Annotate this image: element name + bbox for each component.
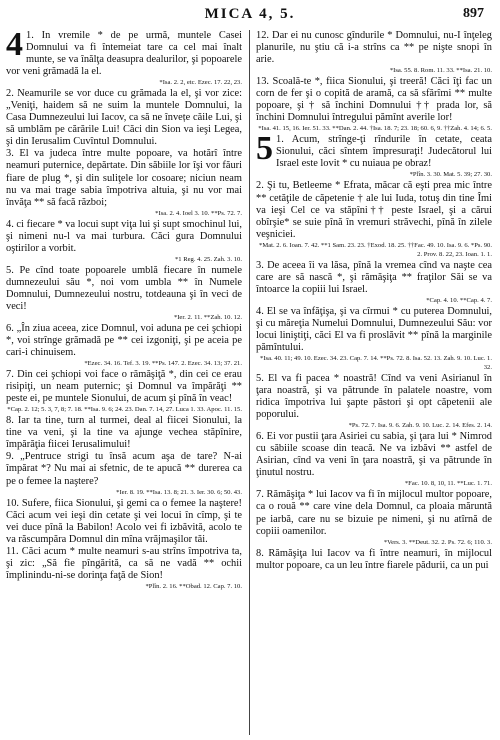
cross-reference: *Fac. 10. 8, 10, 11. **Luc. 1. 71. — [404, 480, 492, 488]
page-number: 897 — [463, 6, 484, 21]
verse-text: 6. Ei vor pustii ţara Asiriei cu sabia, şi ţara lui * Nimrod cu săbiile scoase din teacă. Ne va izbăvi ** astfel de Asirian, cînd va veni în ţara noastră, şi va pătrunde în ţinutul nostru. — [256, 431, 492, 479]
verse-text: 3. El va judeca între multe popoare, va hotărî între neamuri puternice, depărtate. Din săbiile lor îşi vor făuri fiare de plug *, şi din suliţele lor cosoare; niciun neam nu va mai trage sabia împotriva altuia, şi nu vor mai învăţa ** să facă război; — [6, 148, 242, 208]
verse — [256, 306, 492, 354]
cross-reference: *Ps. 72. 7. Isa. 9. 6. Zah. 9. 10. Luc. 2. 14. Efes. 2. 14. — [348, 422, 492, 430]
verse — [6, 148, 242, 208]
verse-text: 4. ci fiecare * va locui supt viţa lui şi supt smochinul lui, şi nimeni nu-l va mai turbura. Căci gura Domnului oştirilor a vorbit. — [6, 218, 242, 254]
verse-text: 6. „În ziua aceea, zice Domnul, voi aduna pe cei şchiopi *, voi strînge grămadă pe ** cei izgoniţi, şi pe aceia pe cari-i chinuisem. — [6, 322, 242, 359]
chapter-number: 4 — [6, 26, 23, 63]
verse — [6, 323, 242, 359]
cross-reference: *Cap. 2. 12; 5. 3, 7, 8; 7. 18. **Isa. 9. 6; 24. 23. Dan. 7. 14, 27. Luca 1. 33. Apoc. 11. 15. — [7, 406, 242, 414]
cross-reference: *Mat. 2. 6. Ioan. 7. 42. **1 Sam. 23. 23. †Exod. 18. 25. ††Fac. 49. 10. Isa. 9. 6. *Ps. 90. 2. Prov. 8. 22, 23. Ioan. 1. 1. — [259, 241, 492, 258]
verse — [6, 265, 242, 313]
cross-reference: *Cap. 4. 10. **Cap. 4. 7. — [426, 296, 492, 304]
verse-text: 8. Iar ta tine, turn al turmei, deal al fiicei Sionului, la tine va veni, şi la tine va ajunge vechea stăpînire, împărăţia fiicei Ierusalimului! — [6, 415, 242, 451]
verse — [256, 130, 492, 170]
verse-text: 13. Scoală-te *, fiica Sionului, şi treeră! Căci îţi fac un corn de fer şi o copită de aramă, ca să sfărîmi ** multe popoare, şi † să închini Domnului †† prada lor, să închini Domnului întregului pămînt averile lor! — [256, 76, 492, 124]
verse-text: 7. Din cei şchiopi voi face o rămăşiţă *, din cei ce erau risipiţi, un neam puternic; şi Domnul va împărăţi ** peste ei, pe muntele Sionului, de acum şi pînă în veac! — [6, 369, 242, 405]
verse-text: 11. Căci acum * multe neamuri s-au strîns împotriva ta, şi zic: „Să fie pîngărită, ca să ne vadă ** ochii împlinindu-ni-se dorinţa faţă de Sion! — [6, 545, 242, 581]
verse — [256, 30, 492, 66]
verse-text: 2. Şi tu, Betleeme * Efrata, măcar că eşti prea mic între ** cetăţile de căpetenie † ale lui Iuda, totuş din tine Îmi va ieşi Cel ce va stăpîni†† peste Israel, şi a cărui obîrşie* se suie pînă în vremuri străvechi, pînă în zilele veşniciei. — [256, 180, 492, 240]
verse — [256, 548, 492, 572]
verse — [6, 369, 242, 405]
cross-reference: *Ier. 8. 19. **Isa. 13. 8; 21. 3. Ier. 30. 6; 50. 43. — [116, 488, 242, 496]
verse — [6, 498, 242, 546]
chapter-number: 5 — [256, 130, 273, 168]
verse — [256, 373, 492, 421]
verse-text: 5. El va fi pacea * noastră! Cînd va veni Asirianul în ţara noastră, şi va pătrunde în palatele noastre, vom ridica împotriva lui şapte păstori şi opt căpetenii ale poporului. — [256, 373, 492, 421]
verse-text: 1. Acum, strînge-ţi rîndurile în cetate, ceata Sionului, căci sîntem împresuraţi! Judecătorul lui Israel este lovit * cu nuiaua pe obraz! — [276, 134, 492, 170]
verse-text: 8. Rămăşiţa lui Iacov va fi între neamuri, în mijlocul multor popoare, ca un leu între fiarele pădurii, ca un pui — [256, 547, 492, 571]
verse-text: 1. In vremile * de pe urmă, muntele Casei Domnului va fi întemeiat tare ca cel mai înalt munte, se va înălţa deasupra dealurilor, şi popoarele vor veni grămadă la el. — [6, 30, 242, 78]
verse — [6, 451, 242, 487]
verse-text: 5. Pe cînd toate popoarele umblă fiecare în numele dumnezeului său *, noi vom umbla ** în Numele Domnului, Dumnezeului nostru, totdeauna şi în veci de veci! — [6, 264, 242, 312]
verse-text: 2. Neamurile se vor duce cu grămada la el, şi vor zice: „Veniţi, haidem să ne suim la muntele Domnului, la Casa Dumnezeului lui Iacov, ca să ne învețe căile Lui, şi să umblăm pe cărările Lui! Căci din Sion va ieşi Legea, şi din Ierusalim Cuvîntul Domnului. — [6, 88, 242, 148]
verse-text: 4. El se va înfăţişa, şi va cîrmui * cu puterea Domnului, şi cu măreţia Numelui Domnului, Dumnezeului Său: vor locui liniştiţi, căci El va fi proslăvit ** pînă la marginile pămîntului. — [256, 305, 492, 353]
cross-reference: *Isa. 2. 4. Ioel 3. 10. **Ps. 72. 7. — [155, 209, 242, 217]
verse — [6, 546, 242, 582]
cross-reference: *Vers. 3. **Deut. 32. 2. Ps. 72. 6; 110. 3. — [383, 538, 492, 546]
cross-reference: *Ezec. 34. 16. Tef. 3. 19. **Ps. 147. 2. Ezec. 34. 13; 37. 21. — [84, 360, 242, 368]
running-title: MICA 4, 5. — [204, 6, 296, 22]
cross-reference: *Isa. 55. 8. Rom. 11. 33. **Isa. 21. 10. — [389, 67, 492, 75]
right-column — [256, 30, 492, 572]
verse — [6, 26, 242, 78]
verse — [6, 219, 242, 255]
verse — [6, 415, 242, 451]
verse — [256, 260, 492, 296]
cross-reference: *1 Reg. 4. 25. Zah. 3. 10. — [174, 255, 242, 263]
cross-reference: *Plîn. 2. 16. **Obad. 12. Cap. 7. 10. — [145, 582, 242, 590]
verse — [256, 489, 492, 537]
verse-text: 3. De aceea îi va lăsa, pînă la vremea cînd va naşte cea care are să nască *, şi rămăşiţa ** fraţilor Săi se va întoarce la copiii lui Israel. — [256, 259, 492, 295]
cross-reference: *Isa. 40. 11; 49. 10. Ezec. 34. 23. Cap. 7. 14. **Ps. 72. 8. Isa. 52. 13. Zah. 9. 10. Luc. 1. 32. — [260, 355, 492, 372]
cross-reference: *Isa. 2. 2, etc. Ezec. 17. 22, 23. — [159, 79, 242, 87]
page-header — [0, 6, 500, 26]
cross-reference: *Plîn. 3. 30. Mat. 5. 39; 27. 30. — [409, 171, 492, 179]
verse-text: 12. Dar ei nu cunosc gîndurile * Domnului, nu-I înţeleg planurile, nu ştiu că i-a strîns ca ** pe nişte snopi în arie. — [256, 30, 492, 66]
cross-reference: *Isa. 41. 15, 16. Ier. 51. 33. **Dan. 2. 44. †Isa. 18. 7; 23. 18; 60. 6, 9. ††Zah. 4. 14; 6. 5. — [258, 125, 492, 133]
verse-text: 7. Rămăşiţa * lui Iacov va fi în mijlocul multor popoare, ca o rouă ** care vine dela Domnul, ca ploaia măruntă pe iarbă, care nu se bizuie pe nimeni, şi nu atîrnă de copiii oamenilor. — [256, 489, 492, 537]
verse — [6, 88, 242, 148]
verse — [256, 76, 492, 124]
verse — [256, 431, 492, 479]
column-divider — [249, 30, 250, 735]
verse-text: 9. „Pentruce strigi tu însă acum aşa de tare? N-ai împărat *? Nu mai ai sfetnic, de te apucă ** durerea ca pe o femee la naştere? — [6, 451, 242, 487]
verse — [256, 180, 492, 240]
cross-reference: *Ier. 2. 11. **Zah. 10. 12. — [173, 313, 242, 321]
left-column — [6, 26, 242, 592]
verse-text: 10. Sufere, fiica Sionului, şi gemi ca o femee la naştere! Căci acum vei ieşi din cetate şi vei locui în cîmp, şi te vei duce pînă la Babilon! Acolo vei fi izbăvită, acolo te va răscumpăra Domnul din mîna vrăjmaşilor tăi. — [6, 497, 242, 545]
